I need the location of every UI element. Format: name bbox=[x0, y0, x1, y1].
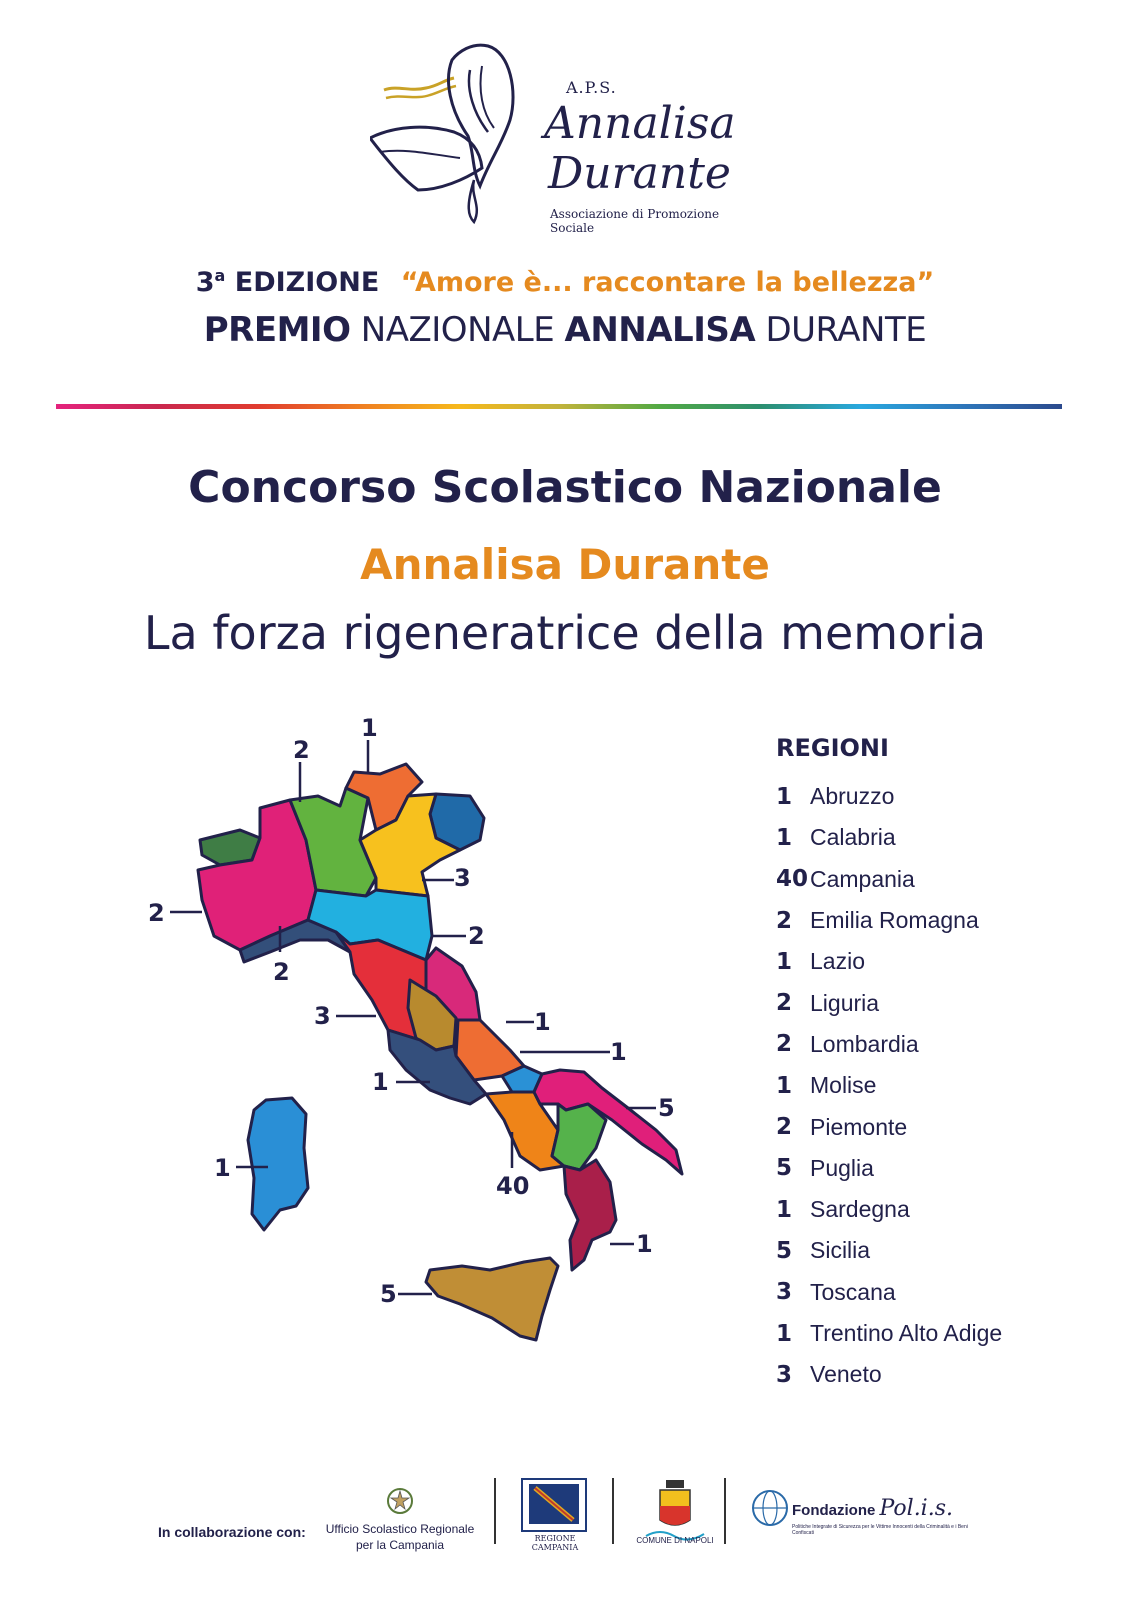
legend-list bbox=[776, 776, 1076, 1395]
map-label-molise: 1 bbox=[610, 1038, 627, 1066]
legend-item bbox=[776, 1189, 1076, 1230]
angel-icon bbox=[370, 40, 570, 240]
legend-item-count: 1 bbox=[776, 783, 793, 810]
legend-item-count: 2 bbox=[776, 990, 793, 1017]
map-label-lazio: 1 bbox=[372, 1068, 389, 1096]
map-label-calabria: 1 bbox=[636, 1230, 653, 1258]
legend-item bbox=[776, 900, 1076, 941]
legend-item-name: Trentino Alto Adige bbox=[810, 1320, 1003, 1346]
legend-item-count: 40 bbox=[776, 866, 809, 893]
edition-sup: a bbox=[214, 266, 226, 285]
legend-item-name: Molise bbox=[810, 1072, 877, 1099]
edition-word: EDIZIONE bbox=[234, 267, 380, 298]
logo-name-line1: Annalisa bbox=[544, 98, 736, 149]
legend-item-name: Sardegna bbox=[810, 1196, 910, 1223]
edition-number: 3 bbox=[195, 267, 215, 298]
legend-item-name: Veneto bbox=[810, 1361, 882, 1388]
logo-name-line2: Durante bbox=[548, 148, 731, 199]
map-label-liguria: 2 bbox=[273, 958, 290, 986]
rainbow-divider bbox=[56, 404, 1062, 409]
premio-durante: DURANTE bbox=[755, 310, 927, 350]
map-label-veneto: 3 bbox=[454, 864, 471, 892]
legend-item-name: Campania bbox=[810, 865, 915, 892]
comune-napoli-icon bbox=[640, 1478, 710, 1544]
legend-item-count: 3 bbox=[776, 1279, 793, 1306]
map-label-toscana: 3 bbox=[314, 1002, 331, 1030]
comune-napoli-label: COMUNE DI NAPOLI bbox=[636, 1536, 714, 1545]
legend-item-count: 5 bbox=[776, 1155, 793, 1182]
logo-subtitle: Associazione di Promozione Sociale bbox=[550, 207, 720, 235]
legend-item-name: Sicilia bbox=[810, 1237, 871, 1264]
legend-item bbox=[776, 1148, 1076, 1189]
legend-item bbox=[776, 776, 1076, 817]
italy-map bbox=[140, 700, 720, 1390]
legend-item-name: Emilia Romagna bbox=[810, 907, 979, 934]
premio-annalisa: ANNALISA bbox=[564, 310, 756, 350]
map-label-lombardia: 2 bbox=[293, 736, 310, 764]
region-basilicata bbox=[552, 1104, 606, 1170]
legend-item-name: Calabria bbox=[810, 824, 896, 851]
map-label-abruzzo: 1 bbox=[534, 1008, 551, 1036]
footer-divider bbox=[494, 1478, 496, 1544]
region-calabria bbox=[564, 1160, 616, 1270]
ufficio-line1: Ufficio Scolastico Regionale bbox=[325, 1522, 475, 1536]
legend-item-name: Abruzzo bbox=[810, 783, 895, 810]
polis-fondazione: Fondazione bbox=[792, 1502, 876, 1519]
legend-item-name: Liguria bbox=[810, 989, 880, 1016]
polis-brand: Pol.i.s. bbox=[879, 1496, 953, 1521]
page-tagline: La forza rigeneratrice della memoria bbox=[143, 606, 987, 660]
legend-item-count: 1 bbox=[776, 1196, 793, 1223]
legend-item bbox=[776, 1230, 1076, 1271]
legend-item-count: 1 bbox=[776, 1072, 793, 1099]
legend-item bbox=[776, 1272, 1076, 1313]
footer-divider bbox=[724, 1478, 726, 1544]
fondazione-polis-logo bbox=[750, 1488, 980, 1544]
map-label-emilia: 2 bbox=[468, 922, 485, 950]
legend-item-count: 1 bbox=[776, 948, 793, 975]
legend-title: REGIONI bbox=[776, 734, 889, 762]
legend-item bbox=[776, 1313, 1076, 1354]
legend-item-name: Puglia bbox=[810, 1154, 874, 1181]
legend-item-name: Piemonte bbox=[810, 1113, 908, 1140]
polis-name bbox=[792, 1496, 953, 1521]
polis-subtitle: Politiche Integrate di Sicurezza per le Vittime Innocenti della Criminalità e i Beni Confiscati bbox=[792, 1524, 968, 1536]
legend-item-name: Lazio bbox=[810, 948, 865, 975]
legend-item bbox=[776, 1354, 1076, 1395]
legend-item bbox=[776, 817, 1076, 858]
footer bbox=[0, 1478, 1130, 1558]
regione-campania-label: REGIONE CAMPANIA bbox=[531, 1534, 579, 1552]
legend-item-name: Lombardia bbox=[810, 1030, 919, 1057]
legend-item bbox=[776, 941, 1076, 982]
premio-word: PREMIO bbox=[203, 310, 351, 350]
footer-divider bbox=[612, 1478, 614, 1544]
page-title: Concorso Scolastico Nazionale bbox=[188, 462, 942, 513]
edition-line bbox=[0, 266, 1130, 298]
legend-item-count: 5 bbox=[776, 1237, 793, 1264]
map-label-trentino: 1 bbox=[361, 714, 378, 742]
map-label-puglia: 5 bbox=[658, 1094, 675, 1122]
collaboration-label: In collaborazione con: bbox=[158, 1524, 306, 1540]
map-label-sicilia: 5 bbox=[380, 1280, 397, 1308]
premio-line bbox=[0, 310, 1130, 350]
legend-item-count: 2 bbox=[776, 907, 793, 934]
legend-item-name: Toscana bbox=[810, 1278, 896, 1305]
map-label-sardegna: 1 bbox=[214, 1154, 231, 1182]
map-label-piemonte: 2 bbox=[148, 899, 165, 927]
ufficio-scolastico-logo bbox=[320, 1486, 480, 1553]
legend-item-count: 1 bbox=[776, 824, 793, 851]
page-subtitle: Annalisa Durante bbox=[360, 540, 770, 589]
association-logo bbox=[370, 40, 750, 240]
legend-item-count: 3 bbox=[776, 1361, 793, 1388]
legend-item-count: 1 bbox=[776, 1320, 793, 1347]
legend-item bbox=[776, 859, 1076, 900]
legend-item-count: 2 bbox=[776, 1031, 793, 1058]
republic-emblem-icon bbox=[385, 1486, 415, 1516]
legend-item bbox=[776, 1065, 1076, 1106]
premio-nazionale: NAZIONALE bbox=[350, 310, 565, 350]
edition-motto: “Amore è... raccontare la bellezza” bbox=[400, 267, 935, 298]
logo-aps: A.P.S. bbox=[566, 78, 617, 97]
globe-icon bbox=[750, 1488, 790, 1528]
legend-item bbox=[776, 1024, 1076, 1065]
legend-item bbox=[776, 1106, 1076, 1147]
region-sardegna bbox=[248, 1098, 308, 1230]
region-sicilia bbox=[426, 1258, 558, 1340]
legend-item-count: 2 bbox=[776, 1114, 793, 1141]
regions-legend bbox=[776, 734, 1076, 1395]
map-label-campania: 40 bbox=[496, 1172, 530, 1200]
legend-item bbox=[776, 982, 1076, 1023]
ufficio-line2: per la Campania bbox=[355, 1537, 445, 1552]
